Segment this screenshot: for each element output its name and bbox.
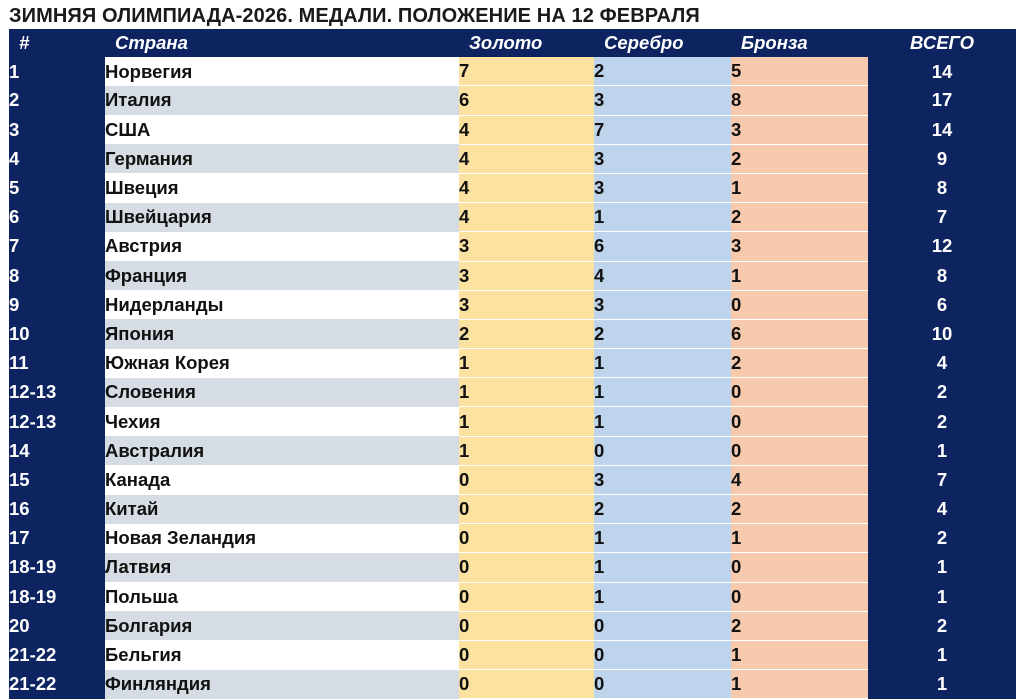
- cell-rank: 10: [9, 319, 105, 348]
- cell-gold: 6: [459, 86, 594, 115]
- cell-gold: 3: [459, 232, 594, 261]
- table-row: [9, 115, 1016, 144]
- cell-country: Бельгия: [105, 640, 459, 669]
- cell-gold: 1: [459, 436, 594, 465]
- cell-total: 7: [868, 203, 1016, 232]
- cell-total: 4: [868, 349, 1016, 378]
- header-total: ВСЕГО: [868, 29, 1016, 57]
- cell-silver: 7: [594, 115, 731, 144]
- cell-rank: 3: [9, 115, 105, 144]
- cell-total: 2: [868, 378, 1016, 407]
- cell-country: Польша: [105, 582, 459, 611]
- cell-country: Латвия: [105, 553, 459, 582]
- table-body: [9, 57, 1016, 699]
- cell-gold: 3: [459, 290, 594, 319]
- table-row: [9, 86, 1016, 115]
- cell-bronze: 0: [731, 407, 868, 436]
- cell-rank: 2: [9, 86, 105, 115]
- cell-country: Норвегия: [105, 57, 459, 86]
- cell-rank: 21-22: [9, 640, 105, 669]
- cell-bronze: 0: [731, 582, 868, 611]
- cell-bronze: 3: [731, 232, 868, 261]
- table-row: [9, 203, 1016, 232]
- table-row: [9, 640, 1016, 669]
- cell-rank: 11: [9, 349, 105, 378]
- cell-rank: 9: [9, 290, 105, 319]
- header-silver: Серебро: [594, 29, 731, 57]
- cell-bronze: 0: [731, 553, 868, 582]
- cell-bronze: 1: [731, 524, 868, 553]
- table-row: [9, 290, 1016, 319]
- cell-rank: 20: [9, 611, 105, 640]
- cell-bronze: 1: [731, 640, 868, 669]
- table-row: [9, 349, 1016, 378]
- cell-total: 2: [868, 407, 1016, 436]
- cell-total: 7: [868, 465, 1016, 494]
- cell-bronze: 0: [731, 378, 868, 407]
- cell-country: Китай: [105, 495, 459, 524]
- cell-rank: 21-22: [9, 670, 105, 699]
- cell-total: 9: [868, 144, 1016, 173]
- cell-rank: 4: [9, 144, 105, 173]
- table-row: [9, 319, 1016, 348]
- cell-silver: 1: [594, 524, 731, 553]
- cell-total: 2: [868, 524, 1016, 553]
- cell-bronze: 6: [731, 319, 868, 348]
- cell-bronze: 2: [731, 495, 868, 524]
- table-row: [9, 378, 1016, 407]
- cell-silver: 2: [594, 495, 731, 524]
- table-row: [9, 465, 1016, 494]
- cell-gold: 4: [459, 115, 594, 144]
- cell-gold: 0: [459, 465, 594, 494]
- header-gold: Золото: [459, 29, 594, 57]
- cell-silver: 4: [594, 261, 731, 290]
- cell-country: Германия: [105, 144, 459, 173]
- cell-country: Финляндия: [105, 670, 459, 699]
- cell-rank: 18-19: [9, 582, 105, 611]
- cell-total: 4: [868, 495, 1016, 524]
- cell-total: 17: [868, 86, 1016, 115]
- cell-rank: 18-19: [9, 553, 105, 582]
- medal-table: [9, 29, 1016, 699]
- cell-rank: 5: [9, 173, 105, 202]
- table-row: [9, 232, 1016, 261]
- table-row: [9, 553, 1016, 582]
- cell-silver: 2: [594, 57, 731, 86]
- cell-total: 1: [868, 640, 1016, 669]
- cell-silver: 1: [594, 349, 731, 378]
- cell-bronze: 3: [731, 115, 868, 144]
- cell-gold: 1: [459, 378, 594, 407]
- cell-bronze: 2: [731, 349, 868, 378]
- cell-country: Нидерланды: [105, 290, 459, 319]
- cell-total: 1: [868, 582, 1016, 611]
- cell-bronze: 2: [731, 144, 868, 173]
- cell-rank: 14: [9, 436, 105, 465]
- cell-gold: 0: [459, 670, 594, 699]
- cell-bronze: 5: [731, 57, 868, 86]
- page-title: ЗИМНЯЯ ОЛИМПИАДА-2026. МЕДАЛИ. ПОЛОЖЕНИЕ НА 12 ФЕВРАЛЯ: [9, 5, 700, 27]
- cell-country: Швейцария: [105, 203, 459, 232]
- cell-country: Австралия: [105, 436, 459, 465]
- cell-gold: 4: [459, 173, 594, 202]
- table-row: [9, 261, 1016, 290]
- cell-gold: 0: [459, 582, 594, 611]
- table-row: [9, 582, 1016, 611]
- cell-rank: 1: [9, 57, 105, 86]
- cell-silver: 1: [594, 378, 731, 407]
- cell-bronze: 4: [731, 465, 868, 494]
- cell-gold: 3: [459, 261, 594, 290]
- header-rank: #: [9, 29, 105, 57]
- cell-gold: 2: [459, 319, 594, 348]
- table-row: [9, 495, 1016, 524]
- cell-country: Чехия: [105, 407, 459, 436]
- cell-total: 6: [868, 290, 1016, 319]
- cell-rank: 12-13: [9, 378, 105, 407]
- table-row: [9, 407, 1016, 436]
- cell-rank: 8: [9, 261, 105, 290]
- table-row: [9, 173, 1016, 202]
- cell-total: 8: [868, 261, 1016, 290]
- cell-silver: 3: [594, 290, 731, 319]
- cell-gold: 0: [459, 640, 594, 669]
- cell-gold: 1: [459, 349, 594, 378]
- cell-rank: 6: [9, 203, 105, 232]
- cell-country: Канада: [105, 465, 459, 494]
- cell-bronze: 1: [731, 670, 868, 699]
- cell-total: 2: [868, 611, 1016, 640]
- cell-bronze: 2: [731, 611, 868, 640]
- cell-gold: 7: [459, 57, 594, 86]
- cell-bronze: 0: [731, 290, 868, 319]
- cell-country: Новая Зеландия: [105, 524, 459, 553]
- cell-total: 8: [868, 173, 1016, 202]
- cell-silver: 1: [594, 203, 731, 232]
- cell-total: 1: [868, 553, 1016, 582]
- table-row: [9, 524, 1016, 553]
- cell-rank: 16: [9, 495, 105, 524]
- table-row: [9, 144, 1016, 173]
- cell-total: 14: [868, 115, 1016, 144]
- cell-country: Австрия: [105, 232, 459, 261]
- cell-silver: 3: [594, 86, 731, 115]
- cell-silver: 0: [594, 611, 731, 640]
- cell-silver: 0: [594, 436, 731, 465]
- cell-total: 1: [868, 670, 1016, 699]
- cell-gold: 0: [459, 553, 594, 582]
- cell-rank: 17: [9, 524, 105, 553]
- cell-gold: 1: [459, 407, 594, 436]
- cell-bronze: 1: [731, 261, 868, 290]
- table-row: [9, 57, 1016, 86]
- cell-silver: 0: [594, 670, 731, 699]
- cell-silver: 1: [594, 407, 731, 436]
- cell-silver: 6: [594, 232, 731, 261]
- cell-bronze: 0: [731, 436, 868, 465]
- cell-silver: 3: [594, 465, 731, 494]
- cell-rank: 15: [9, 465, 105, 494]
- cell-country: Италия: [105, 86, 459, 115]
- cell-gold: 4: [459, 203, 594, 232]
- cell-country: Швеция: [105, 173, 459, 202]
- cell-country: Франция: [105, 261, 459, 290]
- table-header-row: [9, 29, 1016, 57]
- cell-gold: 0: [459, 495, 594, 524]
- cell-bronze: 1: [731, 173, 868, 202]
- cell-country: США: [105, 115, 459, 144]
- cell-silver: 0: [594, 640, 731, 669]
- table-row: [9, 611, 1016, 640]
- cell-gold: 0: [459, 524, 594, 553]
- cell-total: 1: [868, 436, 1016, 465]
- cell-gold: 4: [459, 144, 594, 173]
- cell-country: Словения: [105, 378, 459, 407]
- cell-gold: 0: [459, 611, 594, 640]
- cell-country: Южная Корея: [105, 349, 459, 378]
- cell-silver: 3: [594, 144, 731, 173]
- cell-silver: 2: [594, 319, 731, 348]
- cell-country: Болгария: [105, 611, 459, 640]
- table-row: [9, 670, 1016, 699]
- cell-silver: 1: [594, 553, 731, 582]
- header-bronze: Бронза: [731, 29, 868, 57]
- cell-rank: 7: [9, 232, 105, 261]
- cell-total: 10: [868, 319, 1016, 348]
- table-row: [9, 436, 1016, 465]
- cell-bronze: 2: [731, 203, 868, 232]
- cell-silver: 1: [594, 582, 731, 611]
- cell-country: Япония: [105, 319, 459, 348]
- cell-total: 12: [868, 232, 1016, 261]
- cell-rank: 12-13: [9, 407, 105, 436]
- cell-silver: 3: [594, 173, 731, 202]
- cell-bronze: 8: [731, 86, 868, 115]
- cell-total: 14: [868, 57, 1016, 86]
- header-country: Страна: [105, 29, 459, 57]
